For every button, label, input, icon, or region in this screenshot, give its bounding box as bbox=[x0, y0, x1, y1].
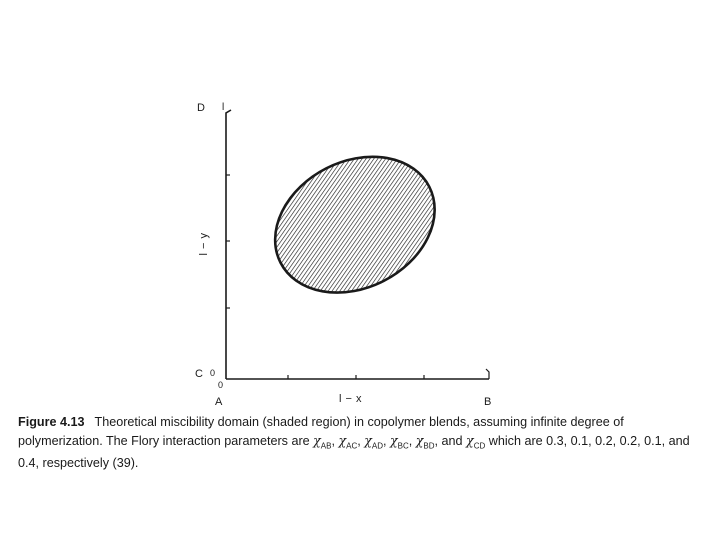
x-ticks bbox=[288, 369, 489, 379]
caption-text-2: which are 0.3, 0.1, 0.2, 0.2, 0.1, and 0.4, respectively (39). bbox=[18, 433, 690, 470]
chi-symbol: χ bbox=[390, 432, 398, 448]
x-axis-label: l − x bbox=[339, 393, 362, 405]
corner-label-c: C bbox=[195, 368, 204, 380]
chi-separator: , bbox=[357, 433, 365, 448]
corner-label-d: D bbox=[197, 102, 206, 114]
chi-symbol: χ bbox=[364, 432, 372, 448]
chi-parameter-cd bbox=[466, 432, 486, 451]
miscibility-domain bbox=[252, 130, 458, 318]
chi-parameter-bc bbox=[390, 432, 409, 451]
chi-parameter-ad bbox=[364, 432, 383, 451]
chi-symbol: χ bbox=[313, 432, 321, 448]
y-axis-label: l − y bbox=[198, 232, 210, 256]
chi-parameter-ab bbox=[313, 432, 332, 451]
figure-number: Figure 4.13 bbox=[18, 415, 85, 429]
chi-subscript: AD bbox=[371, 441, 383, 451]
chi-symbol: χ bbox=[338, 432, 347, 448]
corner-label-a: A bbox=[215, 396, 223, 408]
chi-symbol: χ bbox=[415, 432, 424, 448]
chi-parameter-bd bbox=[415, 432, 435, 451]
chi-subscript: BC bbox=[397, 441, 409, 451]
chi-separator: , bbox=[408, 433, 416, 448]
caption-text-1: Theoretical miscibility domain (shaded region) in copolymer blends, assuming infinite degree of polymerization. The Flory interaction parameters are bbox=[18, 415, 624, 448]
chi-separator: , bbox=[331, 433, 339, 448]
chi-separator: , and bbox=[434, 433, 467, 448]
figure-caption bbox=[18, 414, 708, 472]
chi-subscript: AC bbox=[346, 441, 358, 451]
origin-x-label: 0 bbox=[218, 380, 224, 390]
chi-subscript: CD bbox=[473, 441, 486, 451]
chi-subscript: AB bbox=[320, 441, 332, 451]
y-axis bbox=[226, 110, 231, 379]
chi-parameter-ac bbox=[338, 432, 358, 451]
y-top-tick-label: l bbox=[222, 102, 225, 113]
chi-parameter-list bbox=[313, 432, 486, 451]
corner-label-b: B bbox=[484, 396, 492, 408]
chi-subscript: BD bbox=[423, 441, 435, 451]
chi-separator: , bbox=[383, 433, 390, 448]
origin-y-label: 0 bbox=[210, 368, 216, 378]
chi-symbol: χ bbox=[466, 432, 474, 448]
